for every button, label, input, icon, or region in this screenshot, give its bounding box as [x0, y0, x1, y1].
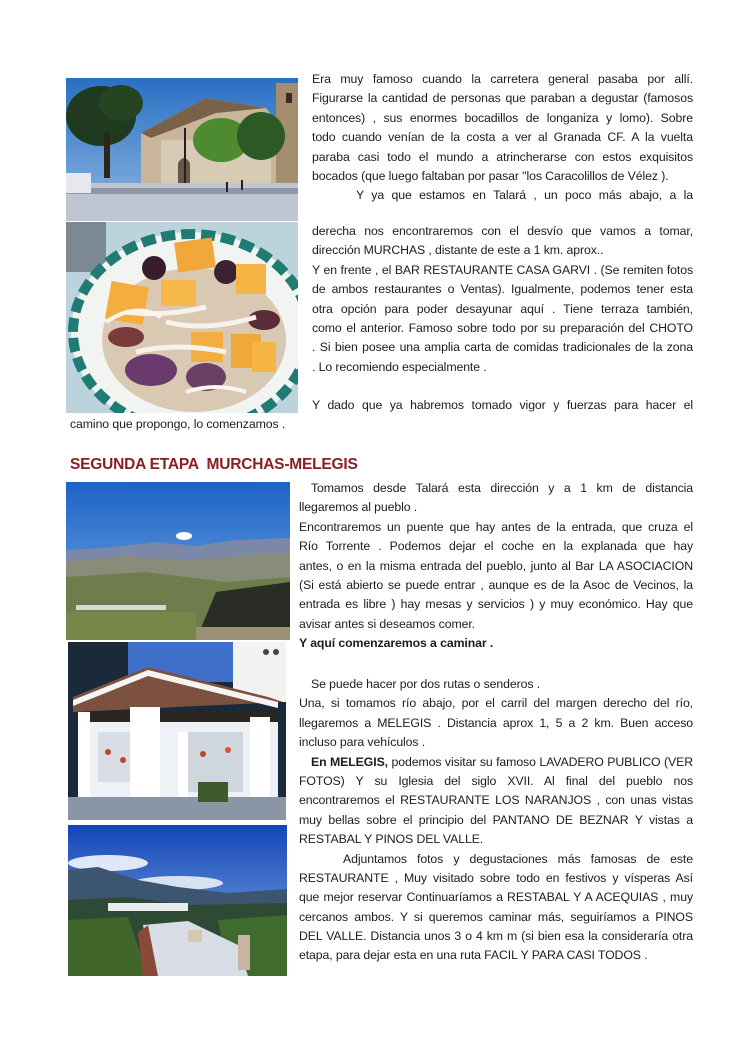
text-line: entrada es libre ) hay mesas y servicios ) y muy económico. Hay que [299, 597, 693, 612]
melegis-rest: podemos visitar su famoso LAVADERO PUBLICO (VER [387, 754, 693, 769]
text-line: avisar antes si deseamos comer. [299, 616, 475, 631]
text-line: Encontraremos un puente que hay antes de la entrada, que cruza el [299, 519, 693, 534]
directions-paragraph [299, 479, 693, 654]
text-line: Tomamos desde Talará esta dirección y a 1 km de distancia [311, 481, 693, 495]
mountain-valley-photo [66, 482, 290, 640]
text-line [299, 753, 693, 772]
start-paragraph-end [70, 415, 470, 434]
text-line: . Lo recomiendo especialmente . [312, 359, 487, 374]
text-line: muy bellas sobre el principio del PANTANO DE BEZNAR Y vistas a [299, 812, 693, 827]
text-line: otra opción para poder desayunar aquí . Tiene terraza también, [312, 301, 693, 316]
text-line: Era muy famoso cuando la carretera general pasaba por allí. [312, 72, 693, 86]
text-line: antes, o en la misma entrada del pueblo, junto al Bar LA ASOCIACION [299, 558, 693, 573]
text-line: (Si está abierto se puede entrar , aunque es de la Asoc de Vecinos, la [299, 577, 693, 592]
text-line: cercanos ambos. Y si queremos caminar más, seguiríamos a PINOS [299, 909, 693, 924]
text-line: etapa, para dejar esta en una ruta FACIL Y PARA CASI TODOS . [299, 948, 648, 963]
text-line: RESTABAL Y PINOS DEL VALLE. [299, 832, 484, 847]
text-line: como el anterior. Famoso sobre todo por su preparación del CHOTO [312, 320, 693, 335]
text-line: . Si bien posee una amplia carta de comidas tradicionales de la zona [312, 340, 693, 355]
text-line: FOTOS) Y su Iglesia del siglo XVII. Al final del pueblo nos [299, 773, 693, 788]
text-line: todo cuando venían de la costa a ver al Granada CF. A la vuelta [312, 130, 693, 145]
text-line: llegaremos al pueblo . [299, 500, 418, 515]
text-line: Una, si tomamos río abajo, por el carril del margen derecho del río, [299, 696, 693, 711]
church-plaza-photo [66, 78, 298, 221]
text-line: Río Torrente . Podemos dejar el coche en la explanada que hay [299, 539, 693, 554]
intro-paragraph [312, 70, 693, 206]
text-line: RESTAURANTE , Muy visitado sobre todo en festivos y vísperas Así [299, 870, 693, 885]
remojon-salad-bowl-photo [66, 222, 298, 413]
text-line: Y en frente , el BAR RESTAURANTE CASA GARVI . (Se remiten fotos [312, 262, 693, 277]
text-line: que mejor reservar Continuaríamos a RESTABAL Y A ACEQUIAS , muy [299, 890, 693, 905]
text-line: Figurarse la cantidad de personas que paraban a degustar (famosos [312, 91, 693, 106]
start-paragraph [312, 396, 693, 415]
melegis-lead: En MELEGIS, [311, 754, 388, 769]
text-line: bocados (que luego faltaban por pasar "los Caracolillos de Vélez ). [312, 168, 669, 183]
text-line: Y ya que estamos en Talará , un poco más abajo, a la [356, 188, 693, 203]
section-heading: SEGUNDA ETAPA MURCHAS-MELEGIS [70, 456, 358, 473]
text-line: llegaremos a MELEGIS . Distancia aprox 1, 5 a 2 km. Buen acceso [299, 715, 693, 730]
text-line: de ambos restaurantes o Ventas). Igualmente, podemos tener esta [312, 282, 693, 297]
restaurant-terrace-view-photo [68, 825, 287, 976]
text-line: incluso para vehículos . [299, 735, 426, 750]
routes-paragraph [299, 675, 693, 966]
text-line: dirección MURCHAS , distante de este a 1 km. aprox.. [312, 243, 604, 258]
text-line: entonces) , sus enormes bocadillos de longaniza y lomo). Sobre [312, 110, 693, 125]
text-line: derecha nos encontraremos con el desvío que vamos a tomar, [312, 224, 693, 238]
text-line: paraba casi todo el mundo a atrincherarse con estos exquisitos [312, 149, 693, 164]
text-line: camino que propongo, lo comenzamos . [70, 417, 286, 431]
text-line: DEL VALLE. Distancia unos 3 o 4 km m (si bien esa la consideraría otra [299, 929, 693, 944]
text-line: Adjuntamos fotos y degustaciones más famosas de este [343, 851, 693, 866]
start-walking-text: Y aquí comenzaremos a caminar . [299, 636, 494, 651]
text-line: Se puede hacer por dos rutas o senderos . [311, 677, 541, 691]
talara-paragraph [312, 222, 693, 377]
text-line: encontraremos el RESTAURANTE LOS NARANJOS , con unas vistas [299, 793, 693, 808]
public-washhouse-photo [68, 642, 286, 820]
text-line: Y dado que ya habremos tomado vigor y fuerzas para hacer el [312, 398, 693, 412]
bold-line [299, 634, 693, 653]
